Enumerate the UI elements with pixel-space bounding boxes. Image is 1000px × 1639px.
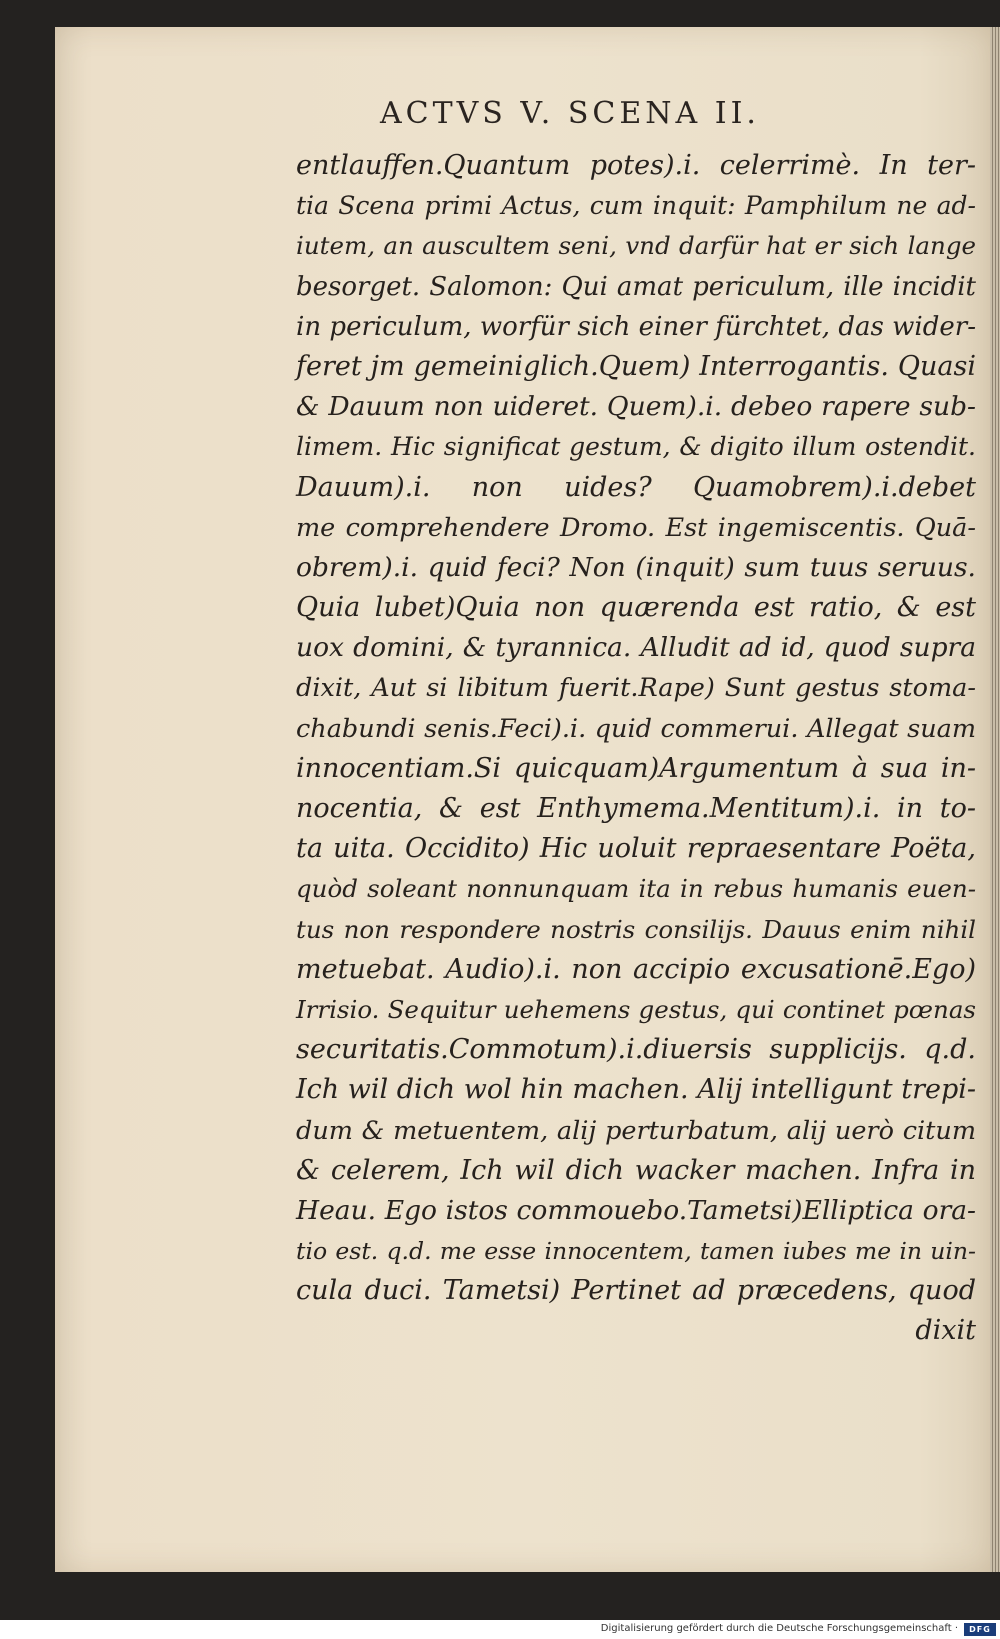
text-line: nocentia, & est Enthymema.Mentitum).i. in to- bbox=[296, 793, 976, 824]
footer-credit: Digitalisierung gefördert durch die Deutsche Forschungsgemeinschaft · bbox=[600, 1623, 958, 1634]
text-line: dixit, Aut si libitum fuerit.Rape) Sunt gestus stoma- bbox=[296, 673, 976, 704]
text-line: dixit bbox=[915, 1315, 976, 1347]
text-line: Heau. Ego istos commouebo.Tametsi)Elliptica ora- bbox=[296, 1194, 976, 1226]
text-line: chabundi senis.Feci).i. quid commerui. Allegat suam bbox=[296, 713, 976, 744]
text-line: tia Scena primi Actus, cum inquit: Pamphilum ne ad- bbox=[296, 191, 976, 221]
text-line: Irrisio. Sequitur uehemens gestus, qui continet pœnas bbox=[296, 994, 976, 1024]
text-line: tus non respondere nostris consilijs. Dauus enim nihil bbox=[296, 914, 976, 944]
text-line: & Dauum non uideret. Quem).i. debeo rapere sub- bbox=[296, 391, 976, 423]
text-line: Ich wil dich wol hin machen. Alij intelligunt trepi- bbox=[296, 1074, 976, 1106]
text-line: obrem).i. quid feci? Non (inquit) sum tuus seruus. bbox=[296, 551, 976, 583]
text-line: entlauffen.Quantum potes).i. celerrimè. In ter- bbox=[296, 150, 976, 181]
text-line: in periculum, worfür sich einer fürchtet, das wider- bbox=[296, 311, 976, 342]
text-line: innocentiam.Si quicquam)Argumentum à sua in- bbox=[296, 752, 976, 784]
text-line: tio est. q.d. me esse innocentem, tamen iubes me in uin- bbox=[296, 1237, 976, 1266]
text-line: dum & metuentem, alij perturbatum, alij uerò citum bbox=[296, 1115, 976, 1146]
text-line: securitatis.Commotum).i.diuersis supplicijs. q.d. bbox=[296, 1034, 976, 1066]
dfg-logo: DFG bbox=[964, 1623, 996, 1636]
text-line: cula duci. Tametsi) Pertinet ad præcedens, quod bbox=[296, 1275, 976, 1307]
text-line: iutem, an auscultem seni, vnd darfür hat er sich lange bbox=[296, 231, 976, 261]
text-line: limem. Hic significat gestum, & digito illum ostendit. bbox=[296, 432, 976, 462]
text-line: Quia lubet)Quia non quærenda est ratio, & est bbox=[296, 592, 976, 624]
text-line: quòd soleant nonnunquam ita in rebus humanis euen- bbox=[296, 874, 976, 904]
text-line: besorget. Salomon: Qui amat periculum, ille incidit bbox=[296, 271, 976, 302]
running-head: ACTVS V. SCENA II. bbox=[380, 96, 760, 131]
text-line: me comprehendere Dromo. Est ingemiscentis. Quā- bbox=[296, 512, 976, 543]
text-line: Dauum).i. non uides? Quamobrem).i.debet bbox=[296, 471, 976, 503]
commentary-text bbox=[296, 146, 976, 1352]
text-line: uox domini, & tyrannica. Alludit ad id, quod supra bbox=[296, 632, 976, 664]
digitization-footer bbox=[0, 1620, 1000, 1639]
page-stack-edge bbox=[990, 27, 1000, 1572]
text-line: & celerem, Ich wil dich wacker machen. Infra in bbox=[296, 1154, 976, 1186]
text-line: ta uita. Occidito) Hic uoluit repraesentare Poëta, bbox=[296, 833, 976, 865]
text-line: feret jm gemeiniglich.Quem) Interrogantis. Quasi bbox=[296, 350, 976, 382]
text-line: metuebat. Audio).i. non accipio excusationē.Ego) bbox=[296, 953, 976, 985]
